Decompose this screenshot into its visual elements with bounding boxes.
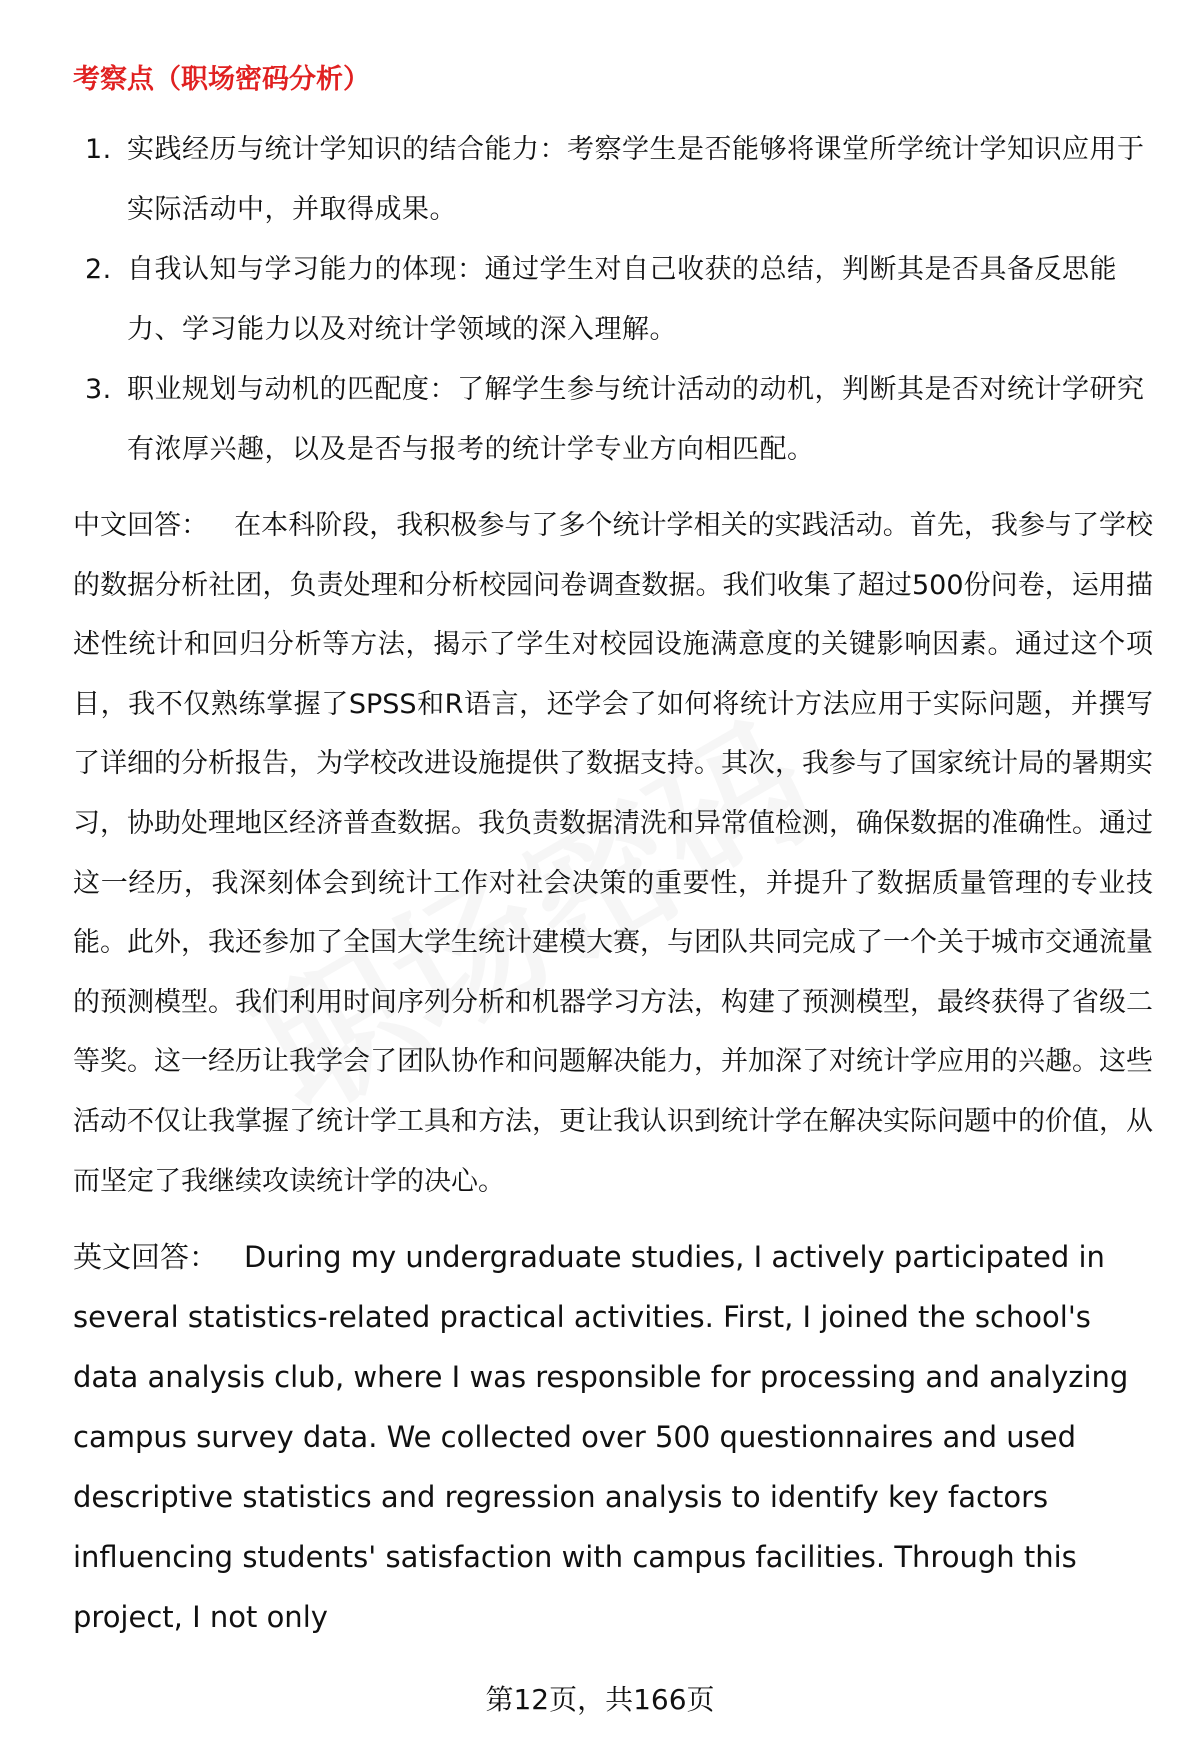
- chinese-answer-label: 中文回答：: [73, 510, 209, 541]
- chinese-answer: [73, 496, 1153, 1211]
- list-item-number: 2.: [85, 254, 112, 285]
- list-item-text: 实践经历与统计学知识的结合能力：考察学生是否能够将课堂所学统计学知识应用于实际活动中，并取得成果。: [127, 134, 1145, 225]
- list-item-number: 1.: [85, 134, 112, 165]
- document-page: [73, 50, 1153, 1647]
- list-item: [73, 240, 1153, 360]
- english-answer: [73, 1227, 1153, 1647]
- list-item-text: 职业规划与动机的匹配度：了解学生参与统计活动的动机，判断其是否对统计学研究有浓厚兴趣，以及是否与报考的统计学专业方向相匹配。: [127, 374, 1145, 465]
- list-item: [73, 120, 1153, 240]
- english-answer-text: During my undergraduate studies, I actively participated in several statistics-related practical activities. First, I joined the school's data analysis club, where I was responsible for processing and analyzing campus survey data. We collected over 500 questionnaires and used descriptive statistics and regression analysis to identify key factors influencing students' satisfaction with campus facilities. Through this project, I not only: [73, 1240, 1129, 1635]
- list-item-number: 3.: [85, 374, 112, 405]
- page-number-footer: 第12页，共166页: [485, 1683, 715, 1716]
- list-item: [73, 360, 1153, 480]
- english-answer-label: 英文回答：: [73, 1240, 219, 1275]
- evaluation-points-list: [73, 120, 1153, 480]
- chinese-answer-text: 在本科阶段，我积极参与了多个统计学相关的实践活动。首先，我参与了学校的数据分析社团，负责处理和分析校园问卷调查数据。我们收集了超过500份问卷，运用描述性统计和回归分析等方法，揭示了学生对校园设施满意度的关键影响因素。通过这个项目，我不仅熟练掌握了SPSS和R语言，还学会了如何将统计方法应用于实际问题，并撰写了详细的分析报告，为学校改进设施提供了数据支持。其次，我参与了国家统计局的暑期实习，协助处理地区经济普查数据。我负责数据清洗和异常值检测，确保数据的准确性。通过这一经历，我深刻体会到统计工作对社会决策的重要性，并提升了数据质量管理的专业技能。此外，我还参加了全国大学生统计建模大赛，与团队共同完成了一个关于城市交通流量的预测模型。我们利用时间序列分析和机器学习方法，构建了预测模型，最终获得了省级二等奖。这一经历让我学会了团队协作和问题解决能力，并加深了对统计学应用的兴趣。这些活动不仅让我掌握了统计学工具和方法，更让我认识到统计学在解决实际问题中的价值，从而坚定了我继续攻读统计学的决心。: [73, 510, 1154, 1197]
- list-item-text: 自我认知与学习能力的体现：通过学生对自己收获的总结，判断其是否具备反思能力、学习能力以及对统计学领域的深入理解。: [127, 254, 1117, 345]
- section-title: 考察点（职场密码分析）: [73, 64, 370, 95]
